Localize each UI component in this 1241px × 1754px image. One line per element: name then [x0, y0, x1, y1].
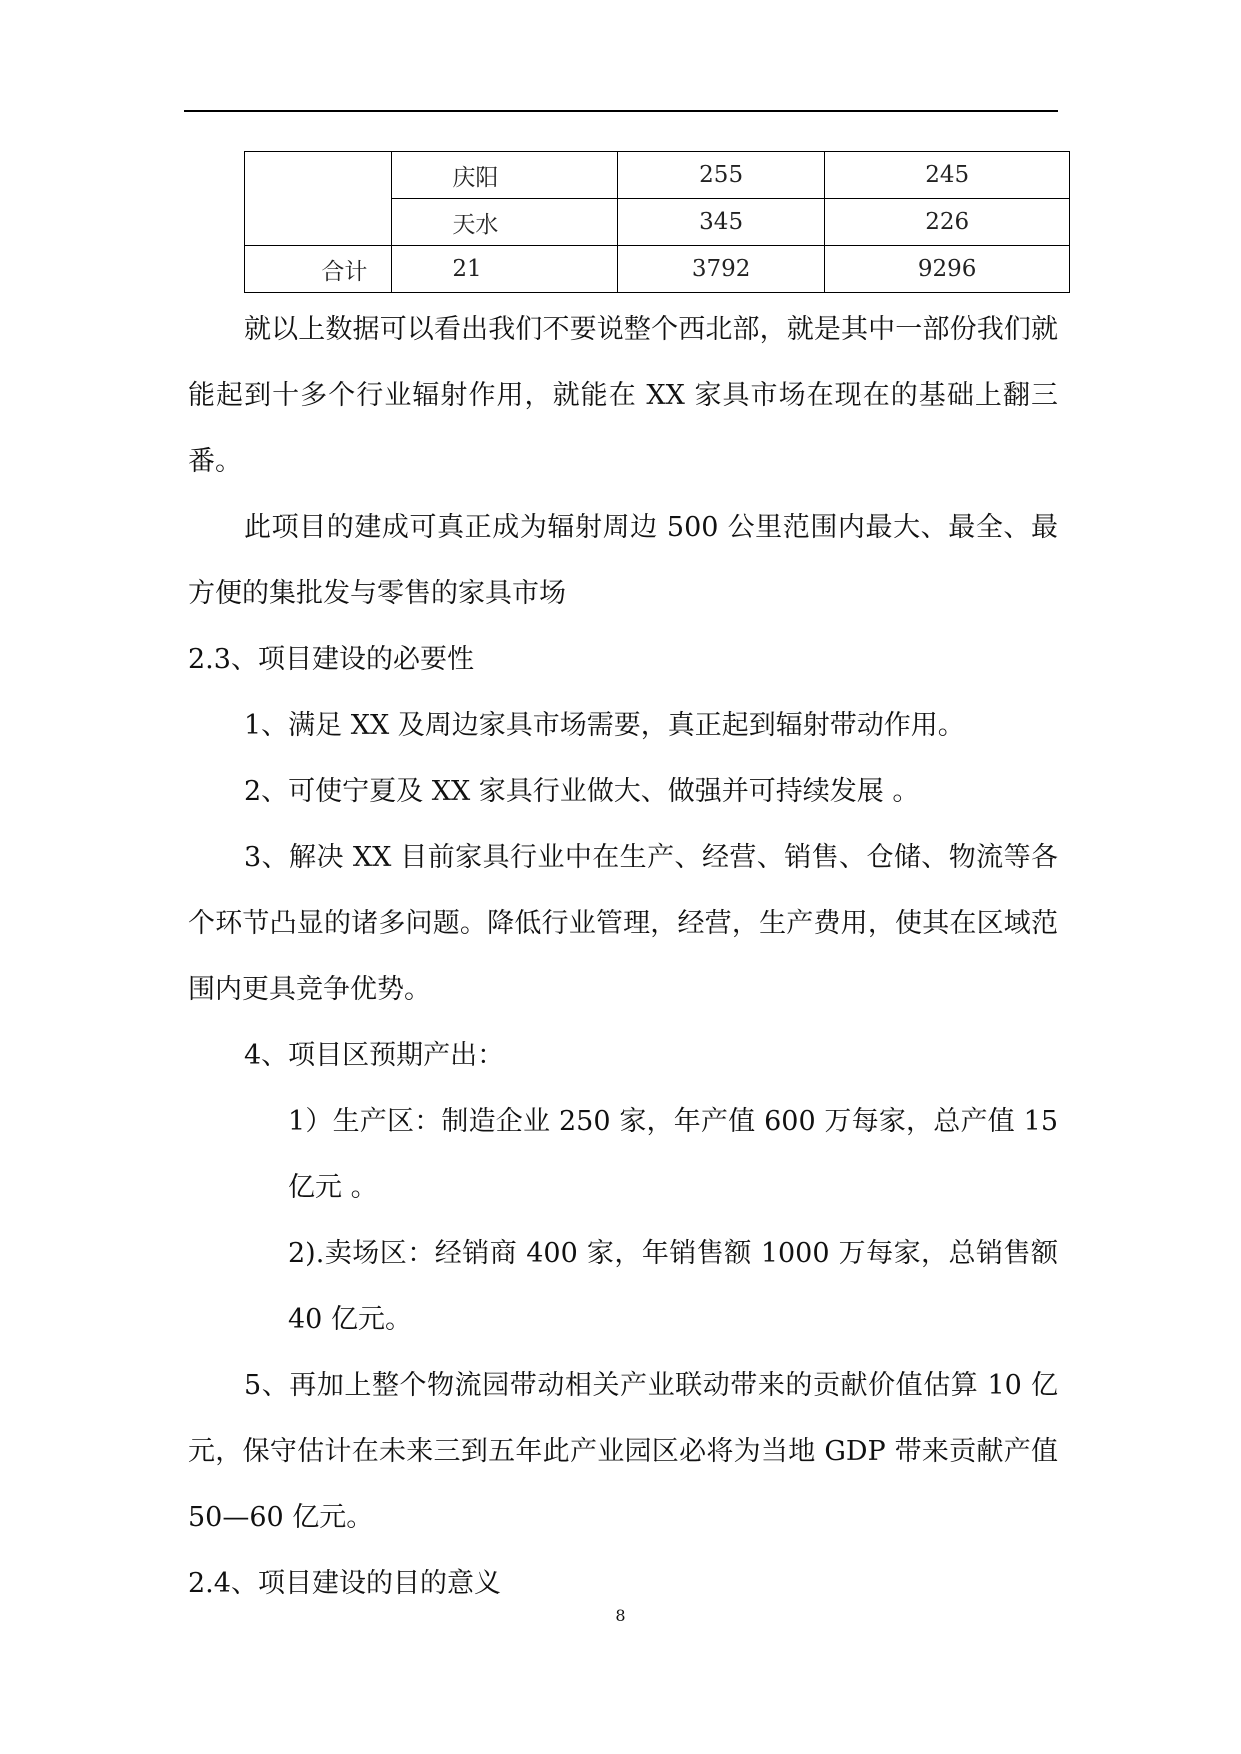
list-item: 3、解决 XX 目前家具行业中在生产、经营、销售、仓储、物流等各个环节凸显的诸多问题。降低行业管理，经营，生产费用，使其在区域范围内更具竞争优势。 [188, 842, 1058, 1005]
list-item: 1、满足 XX 及周边家具市场需要，真正起到辐射带动作用。 [244, 710, 965, 741]
table-cell: 3792 [617, 246, 825, 293]
section-heading: 2.3、项目建设的必要性 [188, 644, 474, 675]
table-cell: 9296 [825, 246, 1070, 293]
section-heading: 2.4、项目建设的目的意义 [188, 1568, 501, 1599]
table-cell-total-label: 合计 [245, 246, 392, 293]
list-item: 2、可使宁夏及 XX 家具行业做大、做强并可持续发展 。 [244, 776, 920, 807]
table-cell: 345 [617, 199, 825, 246]
table-cell [245, 152, 392, 246]
table-cell: 庆阳 [392, 152, 618, 199]
table-cell: 255 [617, 152, 825, 199]
sub-list-item: 1）生产区：制造企业 250 家，年产值 600 万每家，总产值 15 亿元 。 [288, 1106, 1058, 1203]
table-cell: 226 [825, 199, 1070, 246]
table-row [245, 152, 1070, 199]
paragraph: 此项目的建成可真正成为辐射周边 500 公里范围内最大、最全、最方便的集批发与零售的家具市场 [188, 512, 1058, 609]
table-cell: 245 [825, 152, 1070, 199]
header-rule [184, 110, 1058, 112]
table-row [245, 246, 1070, 293]
sub-list-item: 2).卖场区：经销商 400 家，年销售额 1000 万每家，总销售额 40 亿元。 [288, 1238, 1058, 1335]
page-number: 8 [615, 1606, 626, 1625]
list-item: 5、再加上整个物流园带动相关产业联动带来的贡献价值估算 10 亿元，保守估计在未来三到五年此产业园区必将为当地 GDP 带来贡献产值 50—60 亿元。 [188, 1370, 1058, 1533]
data-table [244, 151, 1070, 293]
table-cell: 21 [392, 246, 618, 293]
table-cell: 天水 [392, 199, 618, 246]
paragraph: 就以上数据可以看出我们不要说整个西北部，就是其中一部份我们就能起到十多个行业辐射作用，就能在 XX 家具市场在现在的基础上翻三番。 [188, 314, 1058, 477]
list-item: 4、项目区预期产出： [244, 1040, 505, 1071]
